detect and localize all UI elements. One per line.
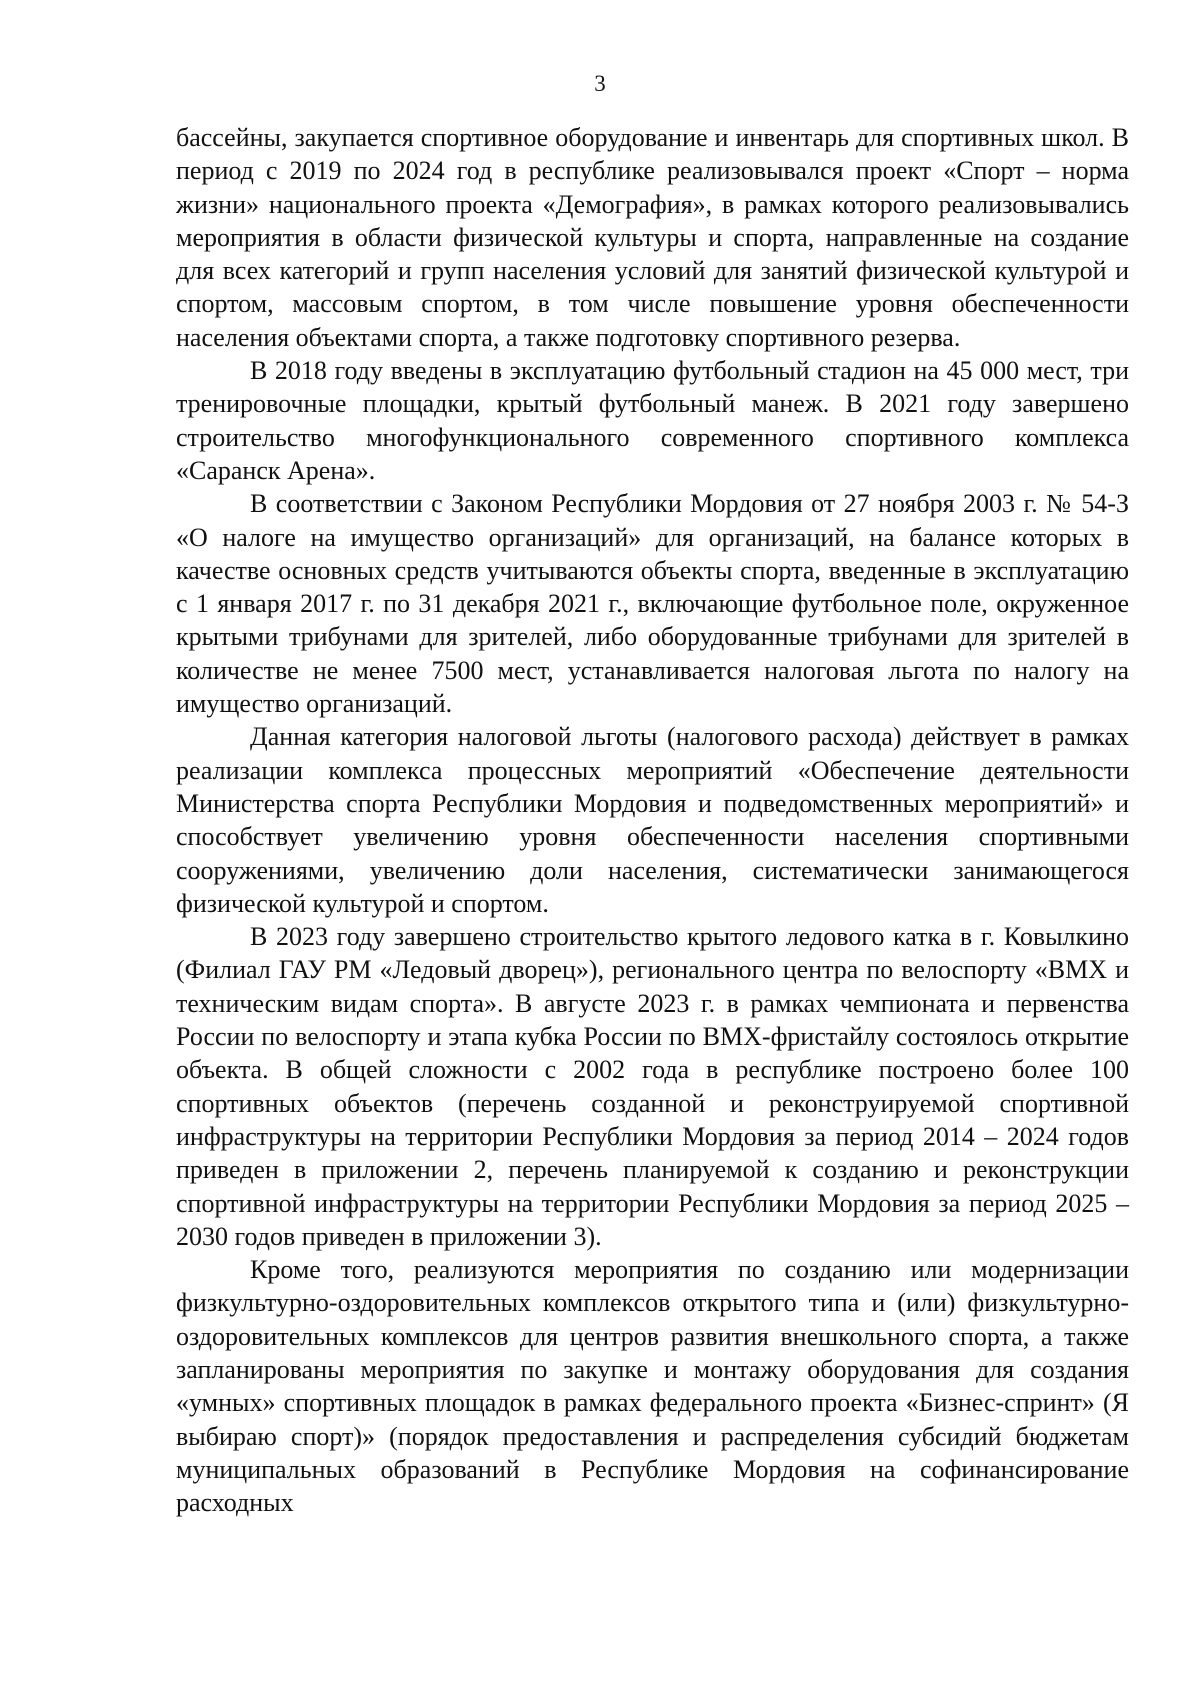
page-number: 3 xyxy=(594,71,606,96)
paragraph-6: Кроме того, реализуются мероприятия по созданию или модернизации физкультурно-оздоровительных комплексов открытого типа и (или) физкультурно-оздоровительных комплексов для центров развития внешкольного спорта, а также запланированы мероприятия по закупке и монтажу оборудования для создания «умных» спортивных площадок в рамках федерального проекта «Бизнес-спринт» (Я выбираю спорт)» (порядок предоставления и распределения субсидий бюджетам муниципальных образований в Республике Мордовия на софинансирование расходных xyxy=(176,1255,1129,1518)
paragraph-1: бассейны, закупается спортивное оборудование и инвентарь для спортивных школ. В период с 2019 по 2024 год в республике реализовывался проект «Спорт – норма жизни» национального проекта «Демография», в рамках которого реализовывались мероприятия в области физической культуры и спорта, направленные на создание для всех категорий и групп населения условий для занятий физической культурой и спортом, массовым спортом, в том числе повышение уровня обеспеченности населения объектами спорта, а также подготовку спортивного резерва. xyxy=(176,123,1129,352)
paragraph-4: Данная категория налоговой льготы (налогового расхода) действует в рамках реализации комплекса процессных мероприятий «Обеспечение деятельности Министерства спорта Республики Мордовия и подведомственных мероприятий» и способствует увеличению уровня обеспеченности населения спортивными сооружениями, увеличению доли населения, систематически занимающегося физической культурой и спортом. xyxy=(176,722,1129,918)
paragraph-5: В 2023 году завершено строительство крытого ледового катка в г. Ковылкино (Филиал ГАУ РМ «Ледовый дворец»), регионального центра по велоспорту «BMX и техническим видам спорта». В августе 2023 г. в рамках чемпионата и первенства России по велоспорту и этапа кубка России по BMX-фристайлу состоялось открытие объекта. В общей сложности с 2002 года в республике построено более 100 спортивных объектов (перечень созданной и реконструируемой спортивной инфраструктуры на территории Республики Мордовия за период 2014 – 2024 годов приведен в приложении 2, перечень планируемой к созданию и реконструкции спортивной инфраструктуры на территории Республики Мордовия за период 2025 – 2030 годов приведен в приложении 3). xyxy=(176,922,1129,1251)
paragraph-3: В соответствии с Законом Республики Мордовия от 27 ноября 2003 г. № 54-З «О налоге на имущество организаций» для организаций, на балансе которых в качестве основных средств учитываются объекты спорта, введенные в эксплуатацию с 1 января 2017 г. по 31 декабря 2021 г., включающие футбольное поле, окруженное крытыми трибунами для зрителей, либо оборудованные трибунами для зрителей в количестве не менее 7500 мест, устанавливается налоговая льгота по налогу на имущество организаций. xyxy=(176,489,1129,719)
paragraph-2: В 2018 году введены в эксплуатацию футбольный стадион на 45 000 мест, три тренировочные площадки, крытый футбольный манеж. В 2021 году завершено строительство многофункционального современного спортивного комплекса «Саранск Арена». xyxy=(176,356,1129,485)
document-body xyxy=(176,121,1129,1519)
